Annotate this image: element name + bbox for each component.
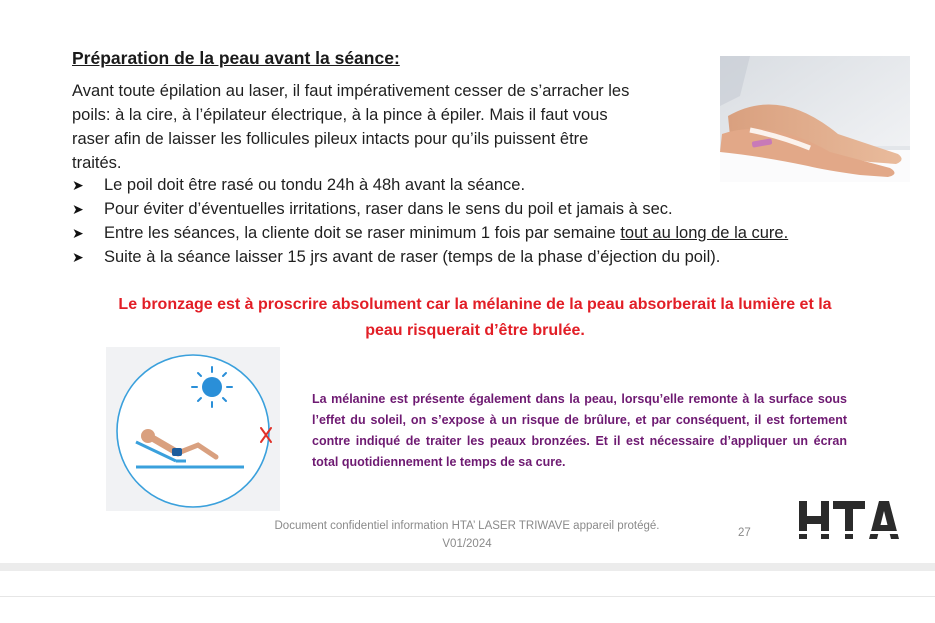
hta-logo (799, 501, 900, 539)
underlined-emphasis: tout au long de la cure. (620, 224, 789, 242)
illustration-circle (117, 355, 269, 507)
bullet-item (72, 245, 788, 269)
warning-line: Le bronzage est à proscrire absolument car la mélanine de la peau absorberait la lumière et la (118, 296, 832, 313)
bullet-list (72, 173, 788, 269)
footer-line: V01/2024 (442, 538, 492, 550)
melanin-paragraph: La mélanine est présente également dans la peau, lorsqu’elle remonte à la surface sous l’effet du soleil, on s’expose à un risque de brûlure, et par conséquent, il est fortement contre indiqué de traiter les peaux bronzées. Et il est nécessaire d’appliquer un écran total quotidiennement le temps de sa cure. (312, 392, 847, 469)
bullet-item (72, 221, 788, 245)
leg-shaving-photo (720, 56, 910, 182)
warning-line: peau risquerait d’être brulée. (365, 322, 585, 339)
intro-line: traités. (72, 154, 122, 172)
bullet-text: Pour éviter d’éventuelles irritations, raser dans le sens du poil et jamais à sec. (104, 200, 673, 218)
divider (0, 596, 935, 597)
intro-line: raser afin de laisser les follicules pileux intacts pour qu’ils puissent être (72, 130, 589, 148)
bullet-text: Le poil doit être rasé ou tondu 24h à 48h avant la séance. (104, 176, 526, 194)
footer (232, 517, 702, 553)
sun-icon (192, 367, 232, 407)
bullet-text (104, 221, 788, 245)
bullet-item (72, 197, 788, 221)
bullet-item (72, 173, 788, 197)
page-number: 27 (738, 527, 751, 539)
arrow-bullet-icon: ➤ (72, 201, 84, 217)
arrow-bullet-icon: ➤ (72, 225, 84, 241)
intro-paragraph (72, 79, 712, 175)
footer-line: Document confidentiel information HTA’ LASER TRIWAVE appareil protégé. (274, 520, 660, 532)
bullet-text: Suite à la séance laisser 15 jrs avant de raser (temps de la phase d’éjection du poil). (104, 248, 721, 266)
bottom-band (0, 563, 935, 571)
intro-line: Avant toute épilation au laser, il faut impérativement cesser de s’arracher les (72, 82, 630, 100)
bullet-text-part: Entre les séances, la cliente doit se raser minimum 1 fois par semaine (104, 224, 621, 242)
arrow-bullet-icon: ➤ (72, 249, 84, 265)
arrow-bullet-icon: ➤ (72, 177, 84, 193)
slide-title: Préparation de la peau avant la séance: (72, 48, 400, 68)
tanning-warning (60, 292, 890, 344)
tanning-illustration (106, 347, 280, 511)
intro-line: poils: à la cire, à l’épilateur électrique, à la pince à épiler. Mais il faut vous (72, 106, 608, 124)
